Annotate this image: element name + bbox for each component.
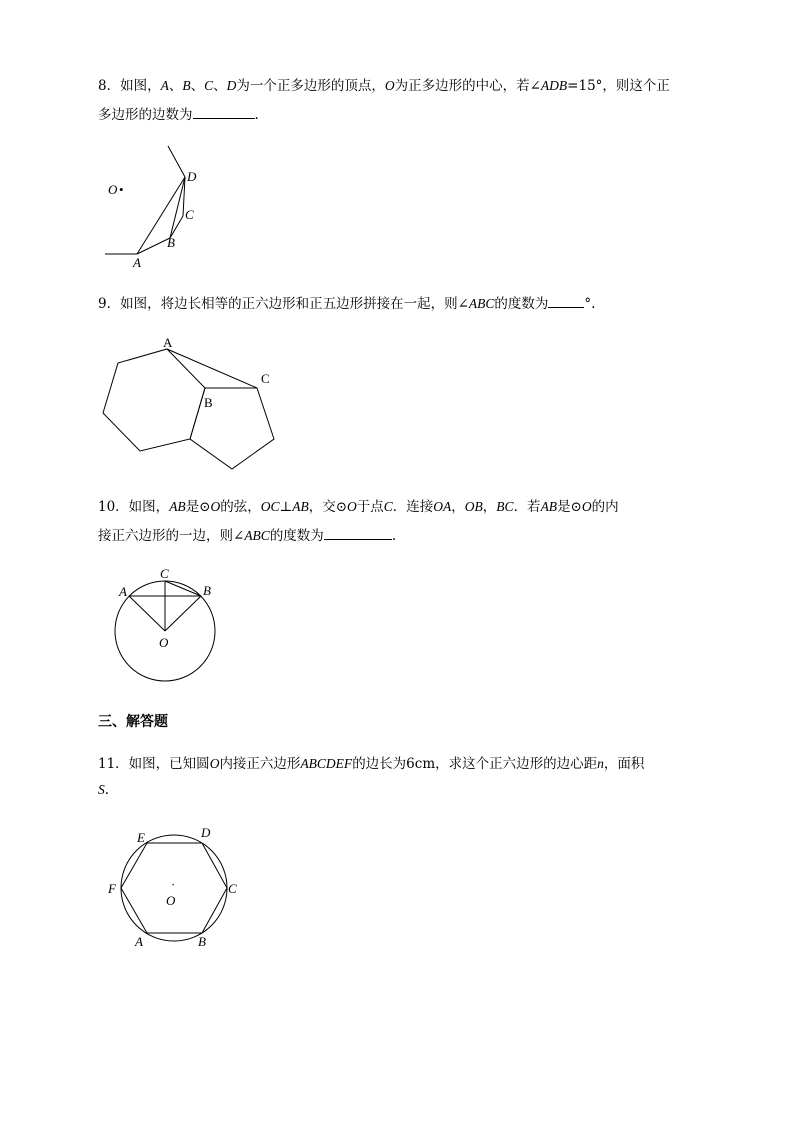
q11-center-dot: · — [171, 877, 176, 892]
q8-label-B: B — [167, 235, 175, 250]
q8-line1: 8．如图，A、B、C、D为一个正多边形的顶点，O为正多边形的中心，若∠ADB=15°，则这个正 — [98, 78, 670, 94]
q9-label-C: C — [261, 371, 270, 386]
q11-line2: S. — [98, 782, 110, 798]
q8-figure — [100, 140, 220, 275]
q11-label-E: E — [137, 830, 145, 845]
q10-label-B: B — [203, 583, 211, 598]
q10-label-A: A — [119, 584, 127, 599]
q11-line1: 11．如图，已知圆O内接正六边形ABCDEF的边长为6cm，求这个正六边形的边心距n，面积 — [98, 756, 645, 772]
q10-line1: 10．如图，AB是⊙O的弦，OC⊥AB，交⊙O于点C．连接OA，OB，BC．若AB是⊙O的内 — [98, 499, 619, 515]
q11-label-A: A — [135, 934, 143, 949]
answer-blank[interactable] — [548, 293, 584, 308]
q8-label-C: C — [185, 207, 194, 222]
q11-label-B: B — [198, 934, 206, 949]
q8-line2: 多边形的边数为 . — [98, 104, 259, 125]
q9-label-B: B — [204, 395, 213, 410]
q10-figure — [110, 565, 225, 685]
q11-label-F: F — [108, 881, 116, 896]
q9-line1: 9．如图，将边长相等的正六边形和正五边形拼接在一起，则∠ABC的度数为 °. — [98, 293, 595, 314]
q8-label-D: D — [187, 169, 197, 184]
answer-blank[interactable] — [193, 104, 255, 119]
q10-label-O: O — [159, 635, 169, 650]
q10-label-C: C — [160, 566, 169, 581]
q8-label-O: O — [108, 182, 118, 197]
q8-center-dot: • — [119, 182, 124, 197]
q11-label-D: D — [201, 825, 211, 840]
q9-label-A: A — [163, 335, 173, 350]
answer-blank[interactable] — [324, 525, 392, 540]
q11-figure — [105, 822, 245, 952]
q11-label-O: O — [166, 893, 176, 908]
q9-figure — [100, 335, 285, 475]
q8-label-A: A — [133, 255, 141, 270]
q11-label-C: C — [228, 881, 237, 896]
section-heading: 三、解答题 — [98, 714, 168, 730]
q10-line2: 接正六边形的一边，则∠ABC的度数为 . — [98, 525, 396, 546]
